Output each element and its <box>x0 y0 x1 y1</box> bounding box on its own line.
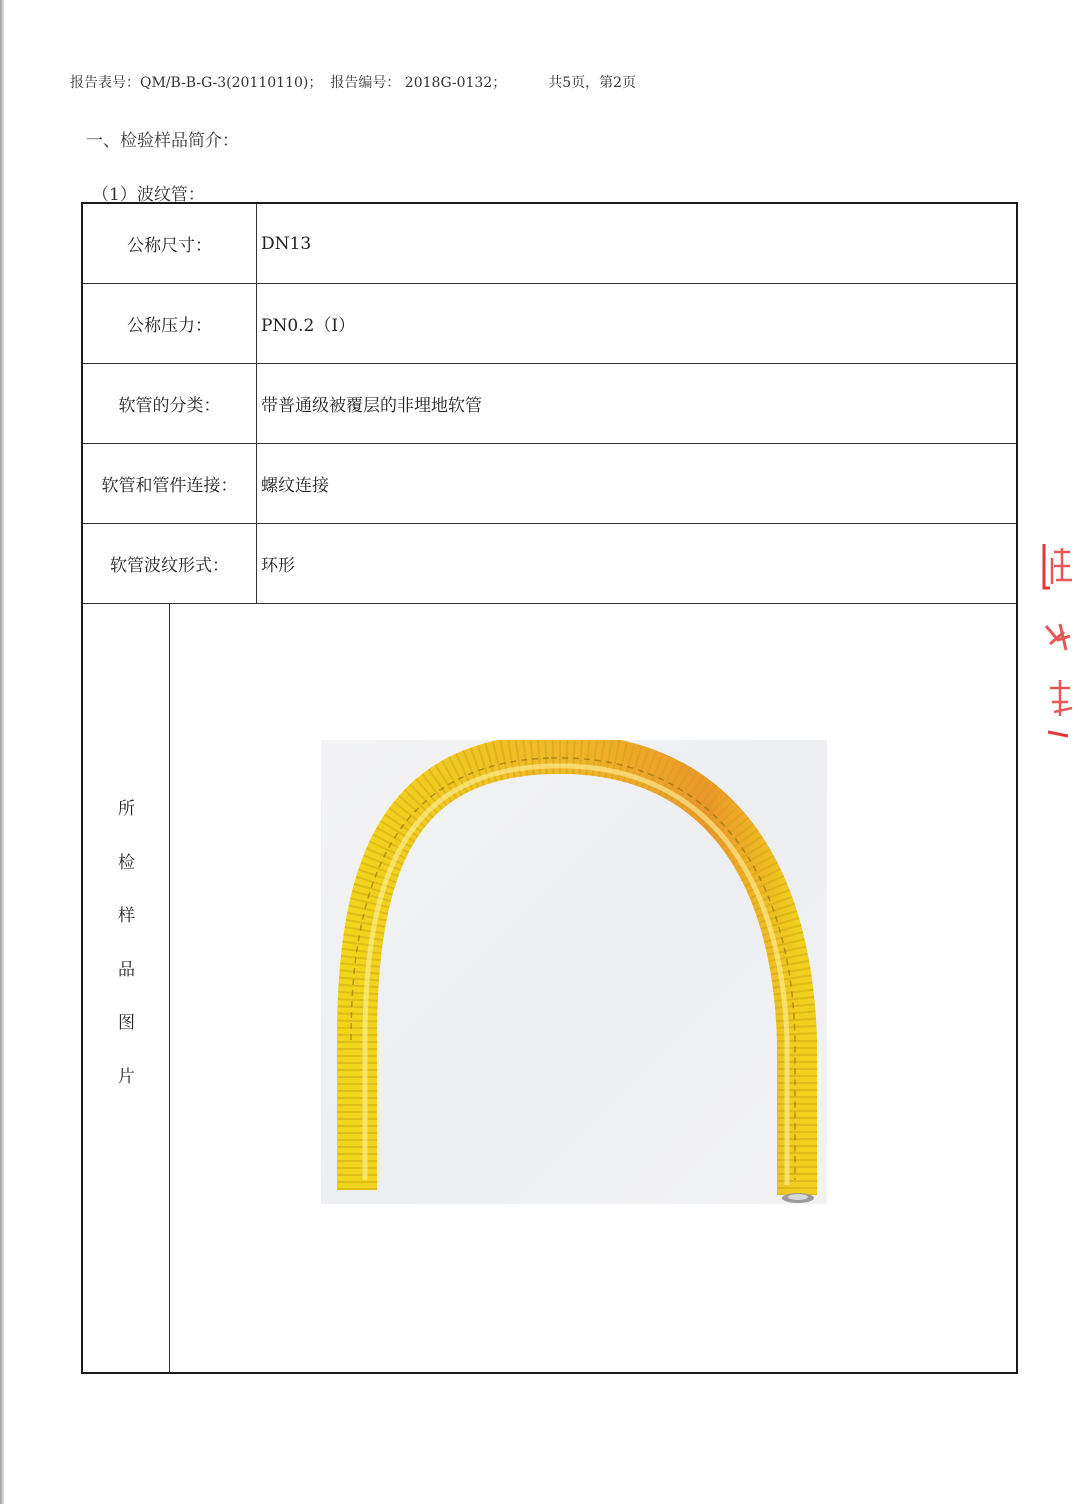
photo-label-char: 检 <box>118 853 135 873</box>
row-label: 软管的分类： <box>83 364 257 443</box>
page-edge-shadow <box>0 0 4 1504</box>
sample-photo-row <box>83 604 1016 1372</box>
photo-label-column <box>83 604 170 1372</box>
sample-info-table <box>81 202 1018 1374</box>
photo-label-char: 品 <box>118 960 135 980</box>
report-header <box>70 72 636 92</box>
section-title: 一、检验样品简介： <box>86 131 239 151</box>
table-row-hose-classification <box>83 364 1016 444</box>
row-label: 软管和管件连接： <box>83 444 257 523</box>
photo-label-char: 所 <box>118 799 135 819</box>
hose-image <box>321 740 827 1204</box>
row-label: 公称尺寸： <box>83 204 257 283</box>
photo-label-char: 片 <box>118 1067 135 1087</box>
table-row-corrugation-form <box>83 524 1016 604</box>
table-row-nominal-pressure <box>83 284 1016 364</box>
photo-label-char: 样 <box>118 906 135 926</box>
sub-title: （1）波纹管： <box>92 185 205 205</box>
table-row-nominal-size <box>83 204 1016 284</box>
photo-label-char: 图 <box>118 1013 135 1033</box>
row-label: 公称压力： <box>83 284 257 363</box>
sample-photo <box>321 740 827 1204</box>
form-number: 报告表号：QM/B-B-G-3(20110110)； <box>70 75 323 91</box>
red-seal-stamp-icon <box>1040 540 1078 740</box>
page-info: 共5页，第2页 <box>548 75 637 91</box>
row-value: DN13 <box>261 233 312 254</box>
table-row-connection <box>83 444 1016 524</box>
row-value: 带普通级被覆层的非埋地软管 <box>261 396 482 416</box>
row-value: 螺纹连接 <box>261 476 329 496</box>
row-value: 环形 <box>261 556 295 576</box>
report-number: 报告编号： 2018G-0132； <box>330 75 507 91</box>
row-label: 软管波纹形式： <box>83 524 257 603</box>
row-value: PN0.2（Ⅰ） <box>261 316 356 336</box>
